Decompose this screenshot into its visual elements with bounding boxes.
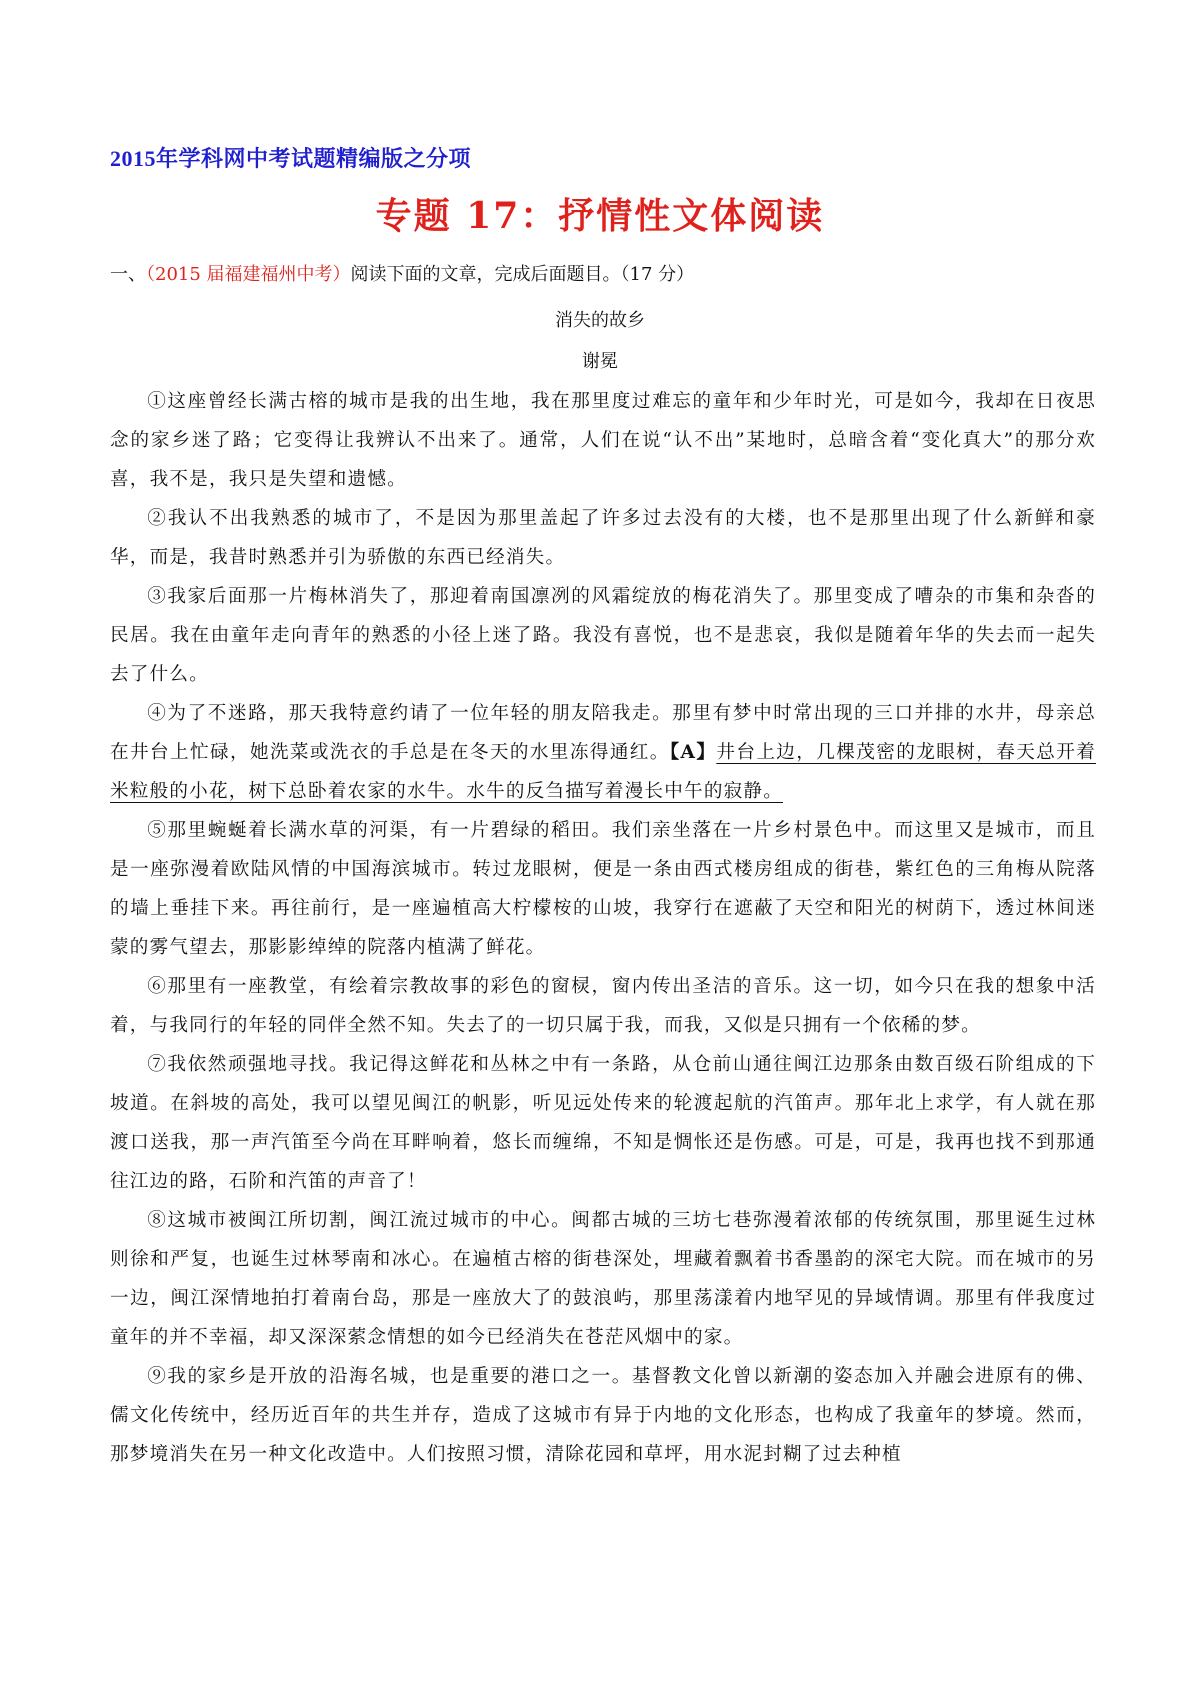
paragraph-7: ⑦我依然顽强地寻找。我记得这鲜花和丛林之中有一条路，从仓前山通往闽江边那条由数百级石阶组成的下坡道。在斜坡的高处，我可以望见闽江的帆影，听见远处传来的轮渡起航的汽笛声。那年北上求学，有人就在那渡口送我，那一声汽笛至今尚在耳畔响着，悠长而缠绵，不知是惆怅还是伤感。可是，可是，我再也找不到那通往江边的路，石阶和汽笛的声音了！	[110, 1054, 1096, 1192]
question-instruction: 阅读下面的文章，完成后面题目。（17 分）	[350, 264, 695, 285]
paragraph-2: ②我认不出我熟悉的城市了，不是因为那里盖起了许多过去没有的大楼，也不是那里出现了什么新鲜和豪华，而是，我昔时熟悉并引为骄傲的东西已经消失。	[110, 508, 1096, 568]
paragraph-5: ⑤那里蜿蜒着长满水草的河渠，有一片碧绿的稻田。我们亲坐落在一片乡村景色中。而这里又是城市，而且是一座弥漫着欧陆风情的中国海滨城市。转过龙眼树，便是一条由西式楼房组成的街巷，紫红色的三角梅从院落的墙上垂挂下来。再往前行，是一座遍植高大柠檬桉的山坡，我穿行在遮蔽了天空和阳光的树荫下，透过林间迷蒙的雾气望去，那影影绰绰的院落内植满了鲜花。	[110, 820, 1096, 958]
paragraph-8: ⑧这城市被闽江所切割，闽江流过城市的中心。闽都古城的三坊七巷弥漫着浓郁的传统氛围，那里诞生过林则徐和严复，也诞生过林琴南和冰心。在遍植古榕的街巷深处，埋藏着飘着书香墨韵的深宅大院。而在城市的另一边，闽江深情地拍打着南台岛，那是一座放大了的鼓浪屿，那里荡漾着内地罕见的异域情调。那里有伴我度过童年的并不幸福，却又深深萦念情想的如今已经消失在苍茫风烟中的家。	[110, 1210, 1096, 1348]
marker-a-label: 【A】	[669, 742, 717, 763]
paragraph-4-lead: ④为了不迷路，那天我特意约请了一位年轻的朋友陪我走。那里有梦中时常出现的三口并排的水井，母亲总在井台上忙碌，她洗菜或洗衣的手总是在冬天的水里冻得通红。	[110, 703, 1096, 763]
topic-title: 专题 17：抒情性文体阅读	[375, 195, 825, 237]
question-source: （2015 届福建福州中考）	[146, 264, 351, 285]
paragraph-3: ③我家后面那一片梅林消失了，那迎着南国凛冽的风霜绽放的梅花消失了。那里变成了嘈杂的市集和杂沓的民居。我在由童年走向青年的熟悉的小径上迷了路。我没有喜悦，也不是悲哀，我似是随着年华的失去而一起失去了什么。	[110, 586, 1096, 685]
paragraph-4	[110, 694, 1096, 811]
article-title: 消失的故乡	[555, 310, 645, 331]
article-body	[110, 382, 1096, 1474]
question-prompt	[110, 262, 694, 288]
paragraph-9: ⑨我的家乡是开放的沿海名城，也是重要的港口之一。基督教文化曾以新潮的姿态加入并融会进原有的佛、儒文化传统中，经历近百年的共生并存，造成了这城市有异于内地的文化形态，也构成了我童年的梦境。然而，那梦境消失在另一种文化改造中。人们按照习惯，清除花园和草坪，用水泥封糊了过去种植	[110, 1366, 1096, 1465]
paragraph-6: ⑥那里有一座教堂，有绘着宗教故事的彩色的窗棂，窗内传出圣洁的音乐。这一切，如今只在我的想象中活着，与我同行的年轻的同伴全然不知。失去了的一切只属于我，而我，又似是只拥有一个依稀的梦。	[110, 976, 1096, 1036]
series-header: 2015年学科网中考试题精编版之分项	[110, 146, 472, 171]
article-author: 谢冕	[582, 351, 618, 372]
paragraph-1: ①这座曾经长满古榕的城市是我的出生地，我在那里度过难忘的童年和少年时光，可是如今，我却在日夜思念的家乡迷了路；它变得让我辨认不出来了。通常，人们在说“认不出”某地时，总暗含着“变化真大”的那分欢喜，我不是，我只是失望和遗憾。	[110, 391, 1096, 490]
underlined-passage-a: 井台上边，几棵茂密的龙眼树，春天总开着米粒般的小花，树下总卧着农家的水牛。水牛的反刍描写着漫长中午的寂静。	[110, 742, 1096, 802]
question-number: 一、	[110, 264, 146, 285]
